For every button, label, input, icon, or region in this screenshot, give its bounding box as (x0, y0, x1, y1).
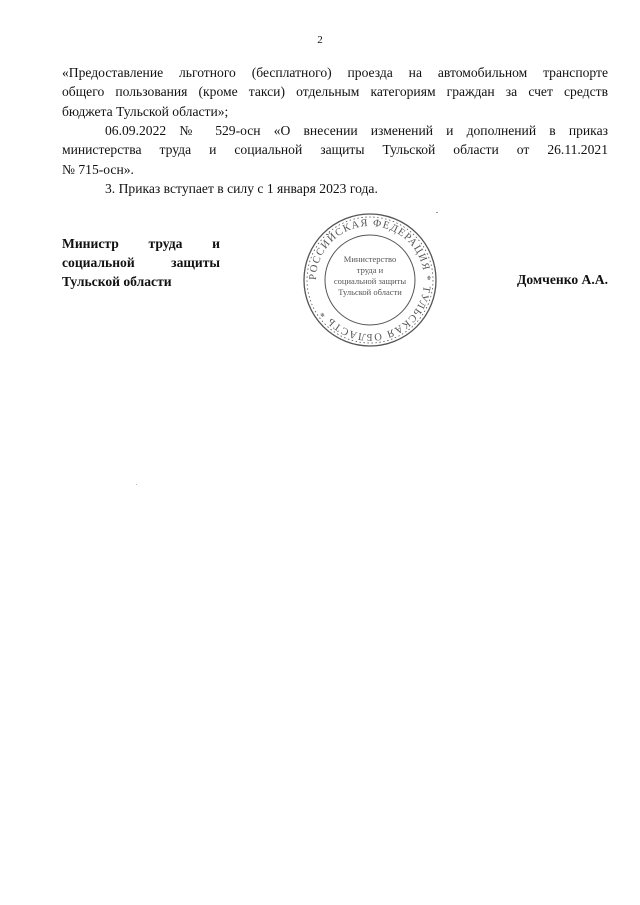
stamp-seal-icon (300, 210, 440, 350)
signatory-title (62, 234, 220, 291)
svg-text:труда и: труда и (356, 265, 384, 275)
svg-text:РОССИЙСКАЯ ФЕДЕРАЦИЯ * ТУЛЬСКА: РОССИЙСКАЯ ФЕДЕРАЦИЯ * ТУЛЬСКАЯ ОБЛАСТЬ * (307, 217, 433, 343)
scan-dot (136, 484, 137, 485)
scan-speck (436, 212, 438, 213)
official-stamp (300, 210, 440, 350)
signatory-title-line-2: социальной защиты (62, 255, 220, 270)
paragraph-1 (62, 63, 608, 121)
signatory-title-line-3: Тульской области (62, 274, 172, 289)
p1-line-2: общего пользования (кроме такси) отдельным категориям граждан за счет средств (62, 84, 608, 100)
p1-line-3: бюджета Тульской области»; (62, 103, 229, 119)
signatory-name: Домченко А.А. (517, 272, 608, 287)
page-number: 2 (317, 34, 323, 46)
paragraph-3: 3. Приказ вступает в силу с 1 января 2023 года. (105, 181, 378, 196)
p1-line-1: «Предоставление льготного (бесплатного) проезда на автомобильном транспорте (62, 65, 608, 80)
signatory-title-line-1: Министр труда и (62, 236, 220, 251)
p2-line-2: министерства труда и социальной защиты Тульской области от 26.11.2021 (62, 142, 608, 158)
p2-line-3: № 715-осн». (62, 161, 134, 177)
paragraph-2 (62, 121, 608, 179)
svg-text:Тульской области: Тульской области (338, 287, 402, 297)
svg-text:Министерство: Министерство (343, 254, 397, 264)
p2-line-1: 06.09.2022 № 529-осн «О внесении изменений и дополнений в приказ (105, 123, 608, 138)
svg-text:социальной защиты: социальной защиты (333, 276, 407, 286)
